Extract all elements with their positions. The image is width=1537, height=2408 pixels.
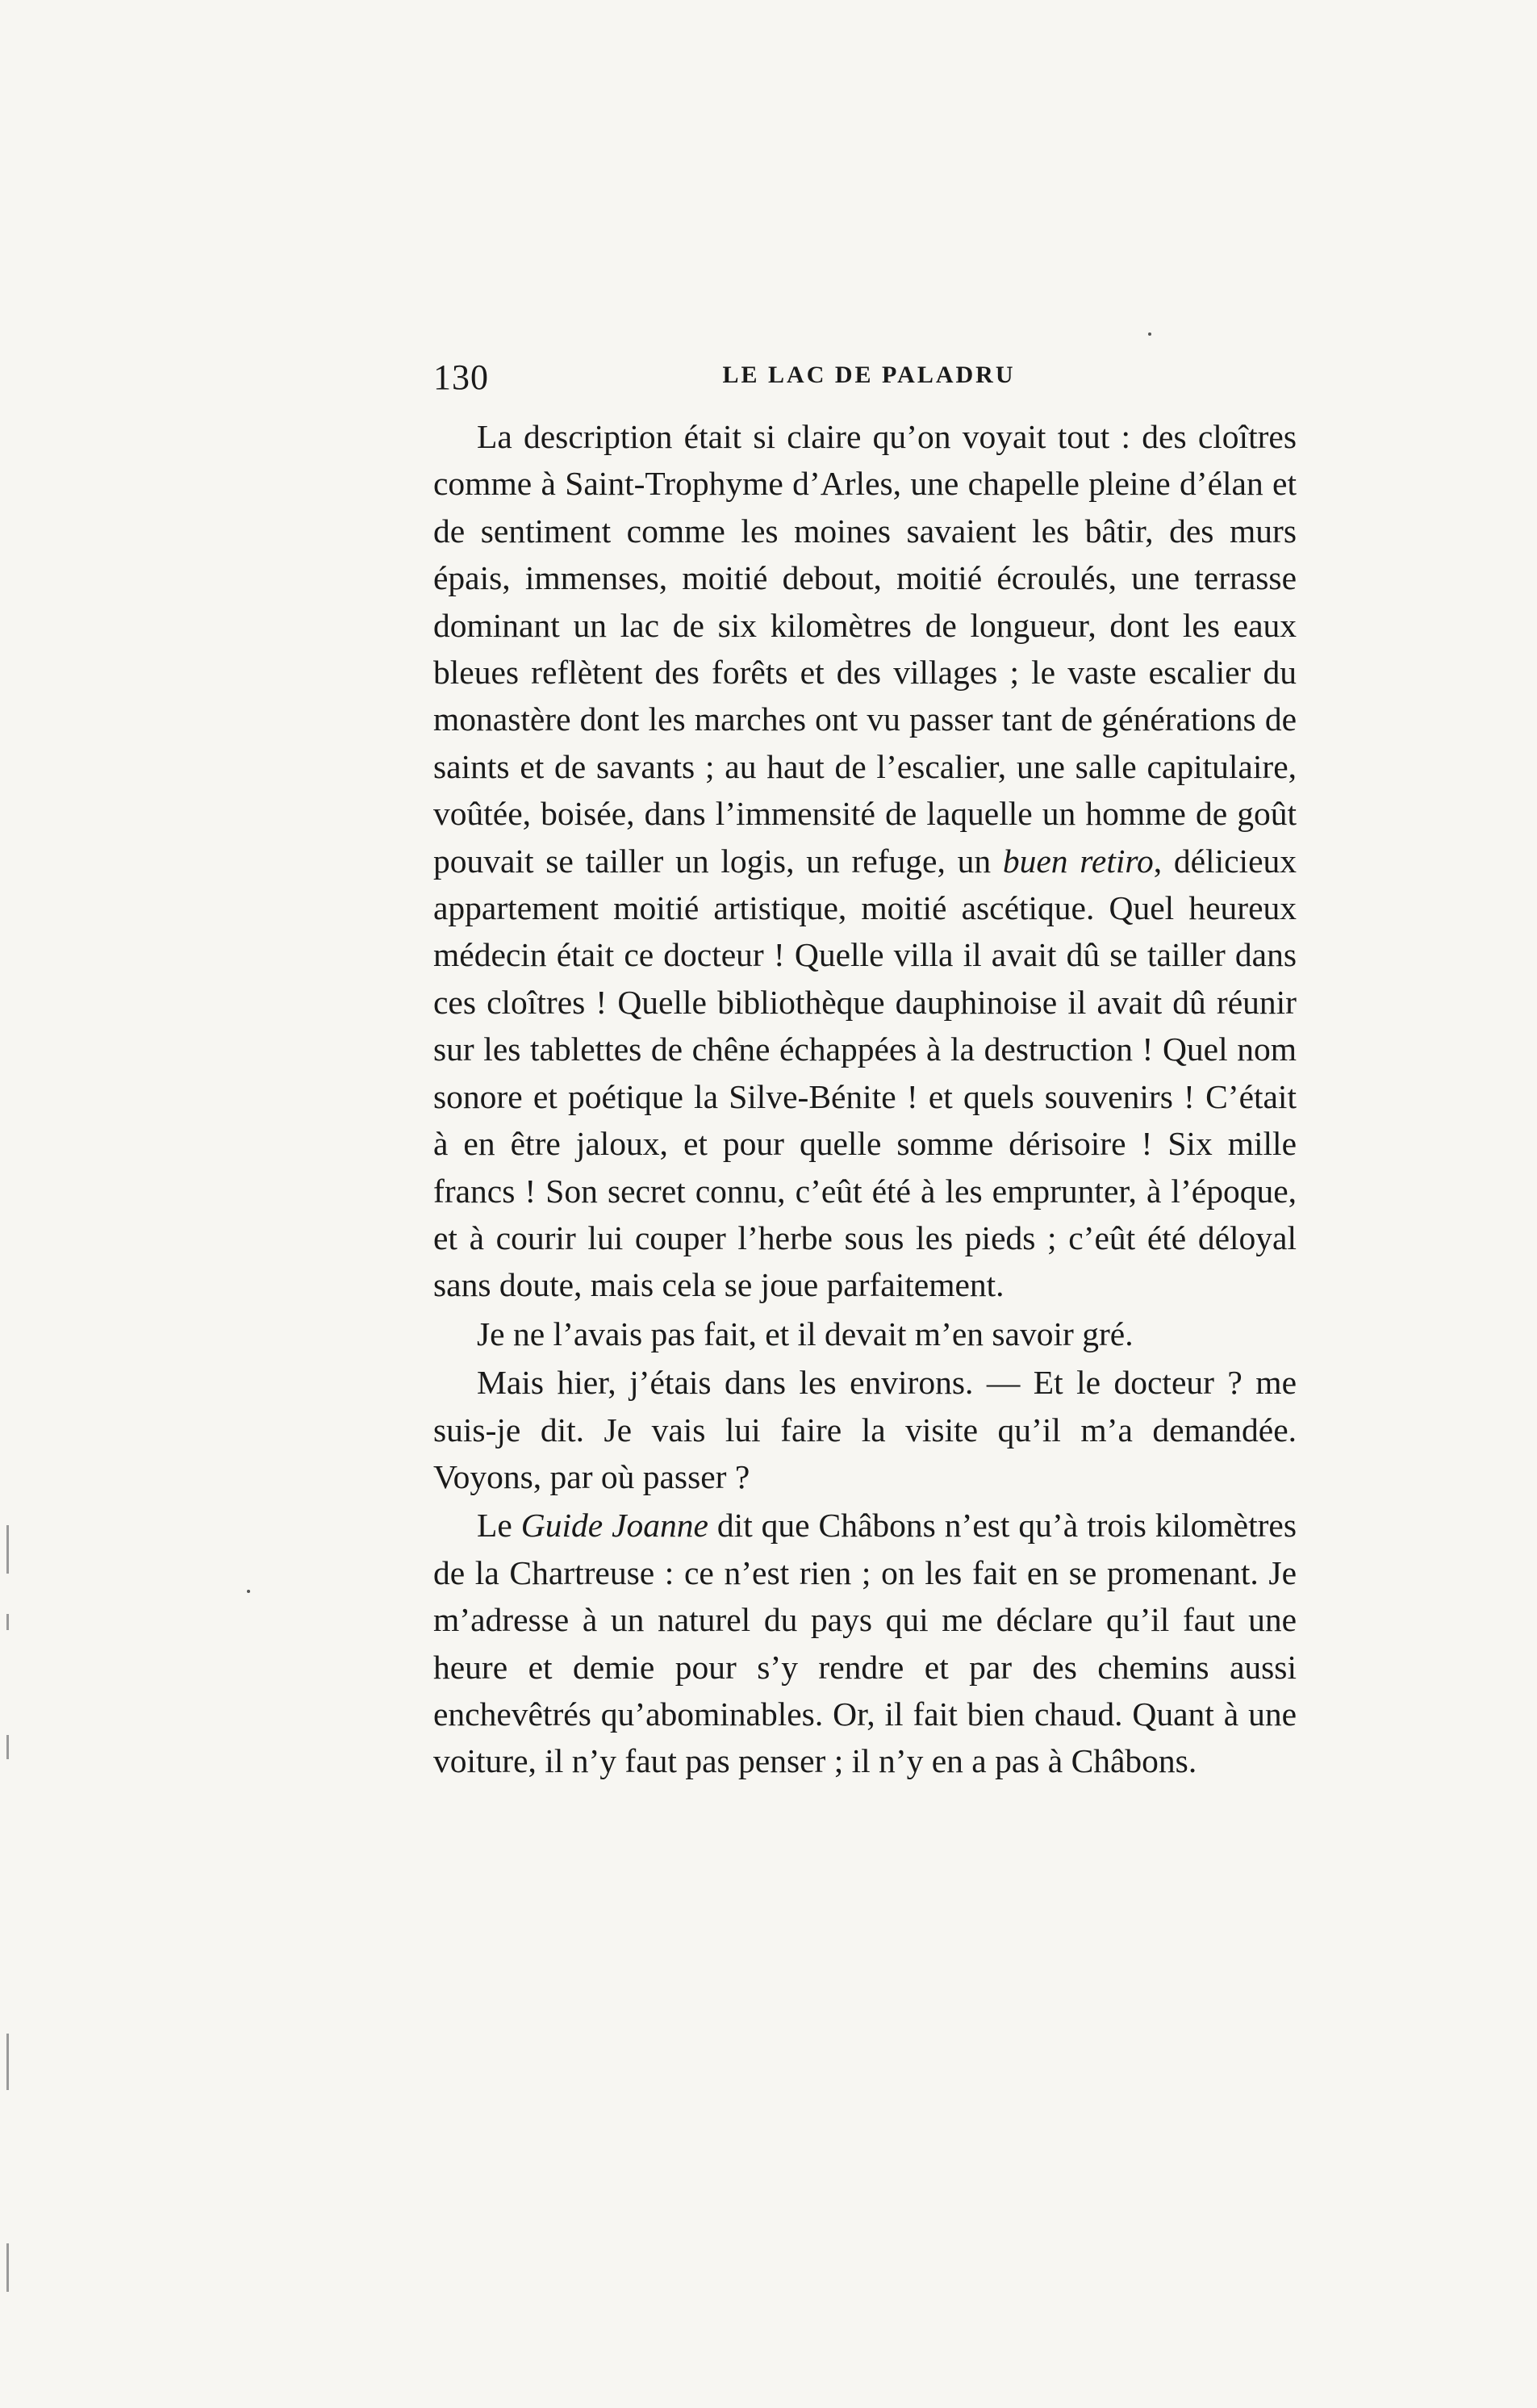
scan-artifact-dot (1148, 332, 1151, 336)
text-segment: La description était si claire qu’on voyait tout : des cloîtres comme à Saint-Trophyme d’Arles, une chapelle pleine d’élan et de sentiment comme les moines savaient les bâtir, des murs épais, immenses, moitié debout, moitié écroulés, une terrasse dominant un lac de six kilomètres de longueur, dont les eaux bleues reflètent des forêts et des villages ; le vaste escalier du monastère dont les marches ont vu passer tant de générations de saints et de savants ; au haut de l’escalier, une salle capitulaire, voûtée, boisée, dans l’immensité de laquelle un homme de goût pouvait se tailler un logis, un refuge, un (433, 418, 1297, 880)
scan-artifact-line (6, 1525, 9, 1574)
text-segment: dit que Châbons n’est qu’à trois kilomètres de la Chartreuse : ce n’est rien ; on les fait en se promenant. Je m’adresse à un naturel du pays qui me déclare qu’il faut une heure et demie pour s’y rendre et par des chemins aussi enchevêtrés qu’abominables. Or, il fait bien chaud. Quant à une voiture, il n’y faut pas penser ; il n’y en a pas à Châbons. (433, 1507, 1297, 1780)
scan-artifact-line (6, 2034, 9, 2090)
text-segment: Je ne l’avais pas fait, et il devait m’en savoir gré. (477, 1315, 1134, 1352)
running-title: LE LAC DE PALADRU (722, 362, 1016, 388)
paragraph-2 (433, 1311, 1297, 1357)
italic-phrase: buen retiro (1002, 842, 1154, 880)
paragraph-4 (433, 1502, 1297, 1784)
paragraph-3 (433, 1359, 1297, 1500)
scan-artifact-line (6, 2243, 9, 2292)
scan-artifact-line (6, 1735, 9, 1759)
text-segment: , délicieux appartement moitié artistique, moitié ascétique. Quel heureux médecin était ce docteur ! Quelle villa il avait dû se tailler dans ces cloîtres ! Quelle bibliothèque dauphinoise il avait dû réunir sur les tablettes de chêne échappées à la destruction ! Quel nom sonore et poétique la Silve-Bénite ! et quels souvenirs ! C’était à en être jaloux, et pour quelle somme dérisoire ! Six mille francs ! Son secret connu, c’eût été à les emprunter, à l’époque, et à courir lui couper l’herbe sous les pieds ; c’eût été déloyal sans doute, mais cela se joue parfaitement. (433, 842, 1297, 1304)
text-segment: Le (477, 1507, 521, 1545)
text-segment: Mais hier, j’étais dans les environs. — Et le docteur ? me suis-je dit. Je vais lui faire la visite qu’il m’a demandée. Voyons, par où passer ? (433, 1364, 1297, 1495)
paragraph-1 (433, 413, 1297, 1309)
scan-artifact-dot (247, 1590, 250, 1593)
body-text (433, 413, 1297, 1785)
page-header (433, 357, 1305, 405)
scan-artifact-line (6, 1614, 9, 1630)
page-number: 130 (433, 357, 489, 397)
italic-phrase: Guide Joanne (520, 1507, 708, 1545)
